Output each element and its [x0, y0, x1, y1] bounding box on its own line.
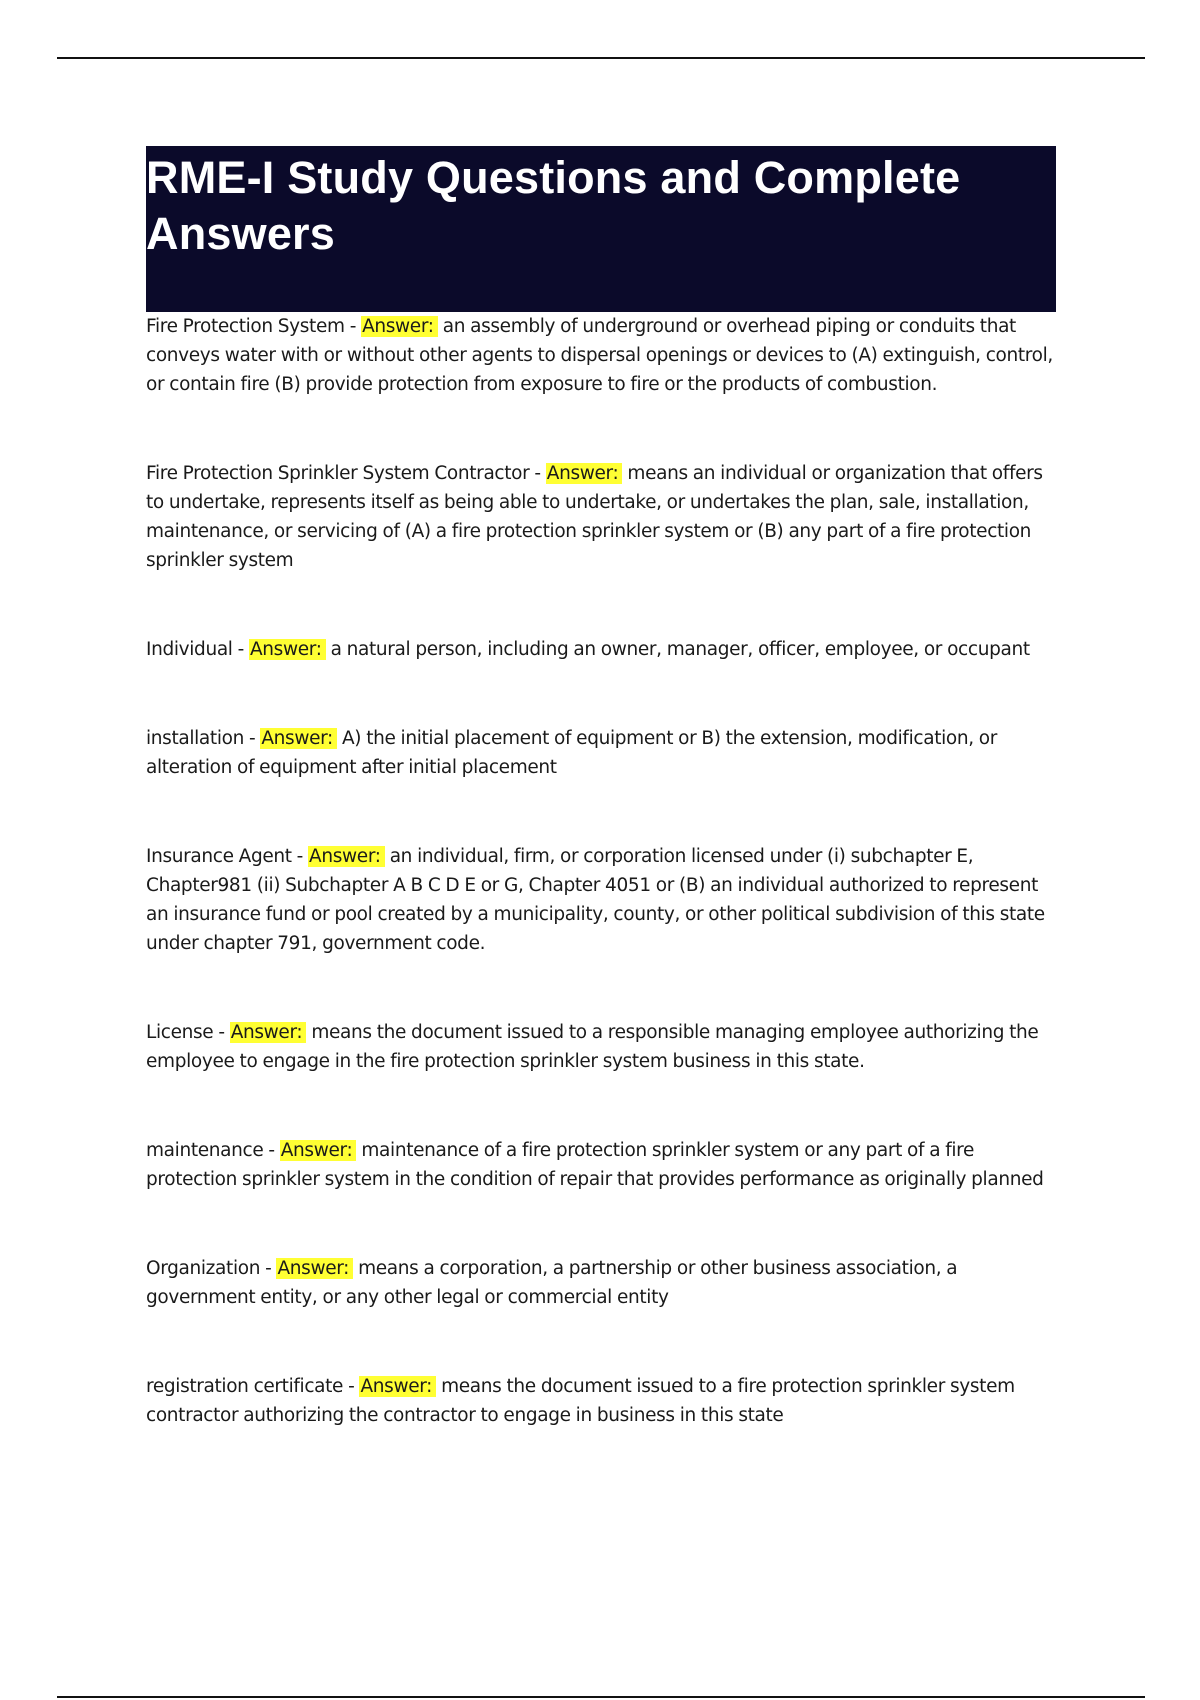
answer-text: an individual, firm, or corporation licensed under (i) subchapter E, Chapter981 (ii) Subchapter A B C D E or G, Chapter 4051 or (B) an individual authorized to represent an insurance fund or pool created by a municipality, county, or other political subdivision of this state under chapter 791, government code. [146, 846, 1045, 954]
separator: - [344, 316, 362, 337]
top-rule [57, 57, 1145, 59]
separator: - [213, 1022, 230, 1043]
term: Individual [146, 639, 233, 660]
separator: - [291, 846, 309, 867]
term: Fire Protection System [146, 316, 345, 337]
separator: - [243, 728, 261, 749]
term: Insurance Agent [146, 846, 292, 867]
document-title: RME-I Study Questions and Complete Answers [146, 152, 961, 259]
qa-item [146, 459, 1056, 575]
qa-list [146, 312, 1056, 1430]
answer-text: means a corporation, a partnership or other business association, a government entity, or any other legal or commercial entity [146, 1258, 958, 1308]
separator: - [343, 1376, 360, 1397]
document-body [146, 146, 1056, 1490]
term: Fire Protection Sprinkler System Contractor [146, 463, 530, 484]
title-banner [146, 146, 1056, 312]
answer-text: means an individual or organization that offers to undertake, represents itself as being able to undertake, or undertakes the plan, sale, installation, maintenance, or servicing of (A) a fire protection sprinkler system or (B) any part of a fire protection sprinkler system [146, 463, 1043, 571]
term: License [146, 1022, 214, 1043]
answer-label: Answer: [546, 463, 623, 484]
answer-text: maintenance of a fire protection sprinkler system or any part of a fire protection sprinkler system in the condition of repair that provides performance as originally planned [146, 1140, 1044, 1190]
answer-text: a natural person, including an owner, manager, officer, employee, or occupant [330, 639, 1030, 660]
answer-label: Answer: [230, 1022, 307, 1043]
answer-label: Answer: [280, 1140, 357, 1161]
separator: - [232, 639, 249, 660]
answer-text: A) the initial placement of equipment or B) the extension, modification, or alteration of equipment after initial placement [146, 728, 998, 778]
qa-item [146, 842, 1056, 958]
qa-item [146, 1136, 1056, 1194]
separator: - [529, 463, 546, 484]
qa-item [146, 1254, 1056, 1312]
qa-item [146, 312, 1056, 399]
term: maintenance [146, 1140, 264, 1161]
qa-item [146, 724, 1056, 782]
separator: - [263, 1140, 280, 1161]
bottom-rule [57, 1696, 1145, 1698]
qa-item [146, 1372, 1056, 1430]
answer-text: means the document issued to a responsible managing employee authorizing the employee to engage in the fire protection sprinkler system business in this state. [146, 1022, 1039, 1072]
answer-label: Answer: [308, 846, 385, 867]
separator: - [260, 1258, 277, 1279]
answer-text: means the document issued to a fire protection sprinkler system contractor authorizing the contractor to engage in business in this state [146, 1376, 1015, 1426]
term: Organization [146, 1258, 261, 1279]
answer-label: Answer: [359, 1376, 436, 1397]
qa-item [146, 1018, 1056, 1076]
answer-label: Answer: [249, 639, 326, 660]
term: registration certificate [146, 1376, 344, 1397]
answer-label: Answer: [361, 316, 438, 337]
answer-label: Answer: [276, 1258, 353, 1279]
answer-label: Answer: [260, 728, 337, 749]
qa-item [146, 635, 1056, 664]
term: installation [146, 728, 244, 749]
answer-text: an assembly of underground or overhead piping or conduits that conveys water with or without other agents to dispersal openings or devices to (A) extinguish, control, or contain fire (B) provide protection from exposure to fire or the products of combustion. [146, 316, 1053, 395]
